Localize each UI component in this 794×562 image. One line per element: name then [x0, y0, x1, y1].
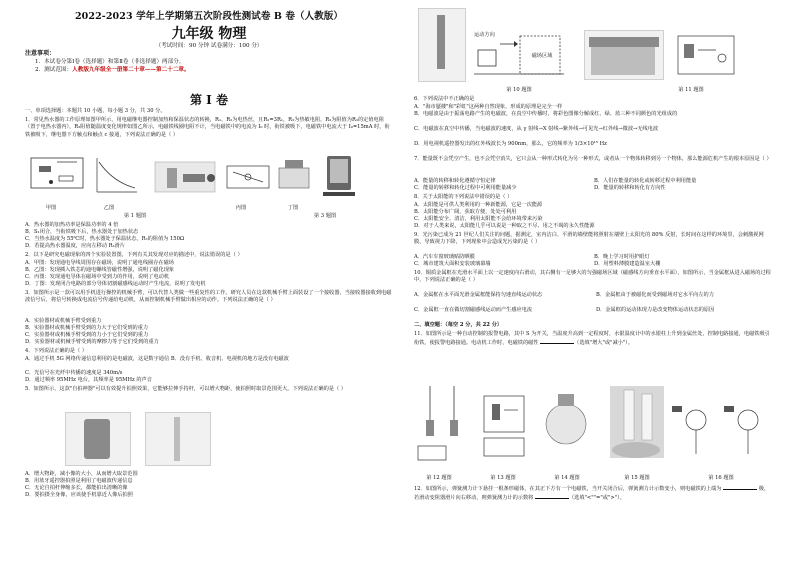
caption-figure-11: 第 11 题图: [678, 87, 704, 93]
question-4-option-d: D．通过频率 95MHz 电台，其频率是 95MHz 的声音: [25, 377, 152, 383]
question-1-stem: 1．常见热水器的工作原理如图甲所示，用电磁继电器控制加热和保温状态的转换，R₁、R₂为电热丝，且R₂=3R₁，R₃为热敏电阻，R₃为阻值为R₃的定值电阻（置于电热水器内），R₃阻值随温度变化规律如图乙所示，电磁铁线圈电阻不计，当电磁铁中的电流为 I₀ 时，衔铁被吸下，电磁铁中电流大于 I₀=15mA 时，衔铁被吸下，继电器下方触点和触点 c 接通，下列说法正确的是（ ）: [25, 117, 390, 138]
question-4-option-a: A．通过手机 5G 网络传递信息利用的是电磁波，这是数字通信 B．没有手机、收音机、电视机的地方是没有电磁波: [25, 356, 289, 362]
caption-figure-14: 第 14 题图: [554, 475, 580, 481]
figure-12-spring-scale: [418, 386, 458, 460]
section-1-intro: 一、单项选择题：本题共 10 小题，每小题 3 分，共 30 分。: [25, 108, 166, 114]
question-6-option-a: A．"海市蜃楼"和"彩虹"这两种自然现象，形成的原理是完全一样: [414, 104, 563, 110]
question-5-option-d: D．要拍摄全身像，应该使手机靠近人像后拍照: [25, 492, 133, 498]
question-10-stem: 10．铜质金属框在光滑水平面上以一定速度向右滑动，其右侧有一足够大的匀强磁场区域（磁感线方向垂直水平面），如图所示，当金属框从进入磁场的过程中，下列说法正确的是（ ）: [414, 270, 771, 284]
question-11-text: 11．如图所示是一种自动控制的报警电路，其中 S 为开关，当温度升高到一定程度时，水银温度计中的水银柱上升到金属丝处，控制电路接通，电磁铁吸引衔铁，使报警电路接通。电动机工作时，电磁铁的磁性: [414, 331, 770, 347]
question-5-option-a: A．增大物距，减小像的大小，从而增大取景范围: [25, 471, 138, 477]
question-6-option-b: B．电磁波是由于振荡电路产生的电磁波，在真空中传播时，将彩色图像分解成红、绿、蓝三种不同颜色的光组成的: [414, 111, 678, 117]
question-1-figures: [27, 152, 391, 206]
caption-figure-3: 第 3 题图: [313, 213, 337, 219]
question-9-option-d: D．用塑料薄膜建造温室大棚: [594, 261, 661, 267]
section-2-title: 二、填空题：（每空 2 分，共 22 分）: [414, 322, 503, 328]
notes-heading: 注意事项：: [25, 50, 56, 57]
caption-figure-16: 第 16 题图: [708, 475, 734, 481]
question-3-stem: 3．如图所示是一款可以用手机进行操控的机械手臂，可以代替人类做一些重复性的工作。研究人员在这款机械手臂上面装设了一个接收器，当接收器接收到电磁波信号后，将信号转换成电流信号传递给电动机，从而控制机械手臂做出相应的动作。下列说法正确的是（ ）: [25, 290, 392, 304]
apparatus-figure-bing: [227, 166, 269, 188]
figure-14-device: [546, 394, 586, 444]
caption-figure-1: 第 1 题图: [123, 213, 147, 219]
caption-ding: 丁图: [287, 205, 299, 211]
question-5-option-c: C．无论自拍杆伸缩多长，都能拍出清晰的像: [25, 485, 128, 491]
question-11-answer-blank[interactable]: [540, 338, 574, 344]
question-7-option-b: B．人们在能量的转化或转移过程中利用能量: [594, 178, 697, 184]
question-9-option-c: C．城市建筑大面积安装玻璃幕墙: [414, 261, 491, 267]
selfie-stick-photo-1: [65, 412, 131, 466]
graph-figure-yi: [97, 158, 137, 192]
question-4-option-c: C．光信号在光纤中传播的速度是 340m/s: [25, 370, 123, 376]
question-2-option-b: B．乙图：发现插入铁芯的通电螺线管磁性增强，说明了磁化现象: [25, 267, 175, 273]
question-10-option-a: A．金属框在水平面光滑金属框能保持匀速直线运动状态: [414, 292, 543, 298]
roof-shape: [589, 37, 659, 47]
caption-bing: 丙图: [235, 205, 247, 211]
question-3-option-b: B．实验器材或机械手臂受到的力大于它们受到的重力: [25, 325, 149, 331]
question-2-option-d: D．丁图：发现闭合电路的部分导体切割磁感线运动时产生电流，说明了发电机: [25, 281, 206, 287]
motion-direction-label: 运动方向: [474, 32, 495, 38]
question-12-middle: 极，若滑动变阻器滑片向右移动，则弹簧测力计的示数将: [414, 486, 770, 502]
question-1-option-c: C．当热水温度为 55℃时，热水器处于保温状态，R₃的阻值为 150Ω: [25, 236, 185, 242]
experiment-photo-stand: [418, 8, 466, 82]
question-12-answer-blank-1[interactable]: [723, 484, 757, 490]
house-shape: [591, 47, 655, 75]
caption-yi: 乙图: [103, 205, 115, 211]
question-10-option-d: D．金属框的运动体现力是改变物体运动状态的原因: [596, 307, 715, 313]
question-3-option-d: D．实验器材或机械手臂受到的摩擦力等于它们受到的重力: [25, 339, 159, 345]
phone-stand-figure: [323, 156, 355, 196]
circuit-figure-jia: [31, 158, 83, 188]
question-2-option-a: A．甲图：发现通电导线周围存在磁场，说明了通电线圈存在磁场: [25, 260, 174, 266]
question-5-stem: 5．如图所示，这款"自拍神器"可以有效提升拍照效果，它能够拉伸手持杆，可以增大物距，使拍照时取景范围更大。下列说法正确的是（ ）: [25, 386, 346, 392]
caption-figure-12: 第 12 题图: [426, 475, 452, 481]
question-4-stem: 4．下列说法正确的是（ ）: [25, 348, 88, 354]
caption-jia: 甲图: [45, 205, 57, 211]
question-3-option-a: A．实验器材或机械手臂受到重力: [25, 318, 102, 324]
question-7-option-a: A．能量的转移和转化遵循守恒定律: [414, 178, 496, 184]
alarm-circuit-diagram: [672, 28, 742, 82]
question-6-option-d: D．用电视机遥控器发出的红外线波长为 900nm，那么，它的频率为 1/3×10¹⁵ Hz: [414, 141, 607, 147]
question-12-tail: （选填"<""="或">"）。: [568, 495, 625, 502]
paper-title: 2022-2023 学年上学期第五次阶段性测试卷 B 卷（人教版）: [74, 11, 344, 22]
notes-block: [25, 50, 393, 74]
house-scene-photo: [584, 30, 664, 80]
stand-rod: [437, 15, 445, 69]
stick-shape: [174, 417, 180, 461]
section-1-title: 第 Ⅰ 卷: [190, 93, 228, 107]
caption-figure-15: 第 15 题图: [624, 475, 650, 481]
question-6-option-c: C．电磁波在真空中传播，当电磁波的速度，从 γ 射线→X 射线→紫外线→可见光→红外线→微波→无线电波: [414, 126, 659, 132]
robot-arm-illustration: [155, 162, 215, 192]
question-12-answer-blank-2[interactable]: [535, 493, 569, 499]
selfie-stick-photo-2: [145, 412, 211, 466]
question-9-option-a: A．汽车车窗玻璃贴防晒膜: [414, 254, 475, 260]
caption-figure-13: 第 13 题图: [490, 475, 516, 481]
question-5-option-b: B．用蓝牙遥控器拍照是利用了电磁波传递信息: [25, 478, 133, 484]
note-2: [25, 66, 393, 74]
question-1-option-a: A．热水器的加热功率是保温功率的 4 倍: [25, 222, 119, 228]
question-1-option-b: B．S₁闭合，当衔铁吸下后，热水器处于加热状态: [25, 229, 139, 235]
question-9-option-b: B．晚上学习时用护眼灯: [594, 254, 650, 260]
caption-figure-10: 第 10 题图: [506, 87, 532, 93]
question-9-stem: 9．光污染已成为 21 世纪人们关注的问题，据测定，室内洁白、平滑的墙壁能将照射在墙壁上太阳光的 80% 反射，长时间在这样的环境里，会刺激视网膜，导致视力下降，下列现象中会造成光污染的是（ ）: [414, 232, 764, 246]
question-10-option-b: B．金属框由于被磁化而受到磁场对它水平向左的力: [596, 292, 714, 298]
question-8-option-c: C．太阳能安全、清洁，利用太阳能不会给环境带来污染: [414, 216, 543, 222]
note-1: 1．本试卷分第Ⅰ卷（选择题）和第Ⅱ卷（非选择题）两部分。: [35, 59, 185, 65]
question-8-option-a: A．太阳能是可供人类利用的一种新能源，它是一次能源: [414, 202, 543, 208]
question-1-option-d: D．若提高热水器温度，应向左移动 R₃滑片: [25, 243, 125, 249]
note-2-prefix: 2．测试范围：: [35, 67, 73, 73]
question-7-stem: 7．能量既不会凭空产生，也不会凭空消失，它只会从一种形式转化为另一种形式，或者从一个物体转移到另一个物体，那么能源危机产生的根本原因是（ ）: [414, 156, 772, 162]
question-10-option-c: C．金属框一直在做切割磁感线运动而产生感应电流: [414, 307, 533, 313]
question-11-stem: [414, 331, 774, 348]
question-8-option-b: B．太阳能分布广阔，获取方便，处处可利用: [414, 209, 517, 215]
questions-12-16-figures: [414, 380, 774, 472]
figure-15-rocket-launch: [610, 386, 664, 458]
question-12-text: 12．如图所示，弹簧测力计下悬挂一根条形磁体，在其正下方有一个电磁铁，当开关闭合后，弹簧测力计示数变小，则电磁铁的上端为: [414, 486, 724, 492]
question-11-tail: （选填"增大"或"减小"）。: [574, 340, 633, 347]
question-7-option-d: D．能量的转移和转化有方向性: [594, 185, 666, 191]
question-8-option-d: D．对于人类来说，太阳能几乎可以说是一种取之不尽、用之不竭的永久性能源: [414, 223, 595, 229]
phone-shape: [84, 419, 110, 459]
apparatus-figure-ding: [279, 160, 309, 188]
question-6-stem: 6．下列说法中不正确的是: [414, 96, 475, 102]
figure-16-thermometer-scene: [672, 406, 758, 454]
magnetic-field-label: 磁场区域: [531, 53, 553, 59]
question-12-stem: [414, 484, 774, 503]
exam-info: （考试时间：90 分钟 试卷满分：100 分）: [155, 43, 263, 49]
note-2-scope: 人教版九年级全一册第二十章——第二十二章。: [72, 67, 190, 73]
question-2-stem: 2．以下是研究电磁现象的四个实验装置图，下列有关其发现对应的描述中，说法错误的是（ ）: [25, 252, 243, 258]
question-3-option-c: C．实验器材或机械手臂受到的力小于它们受到的重力: [25, 332, 149, 338]
question-7-option-c: C．能量的转移和转化过程中可利用能量减少: [414, 185, 517, 191]
question-2-option-c: C．丙图：发现通电导体在磁场中受到力的作用，说明了电动机: [25, 274, 170, 280]
figure-13-circuit: [484, 396, 524, 456]
question-8-stem: 8．关于太阳能的下列说法中错误的是（ ）: [414, 194, 513, 200]
paper-subtitle: 九年级 物理: [171, 26, 247, 42]
